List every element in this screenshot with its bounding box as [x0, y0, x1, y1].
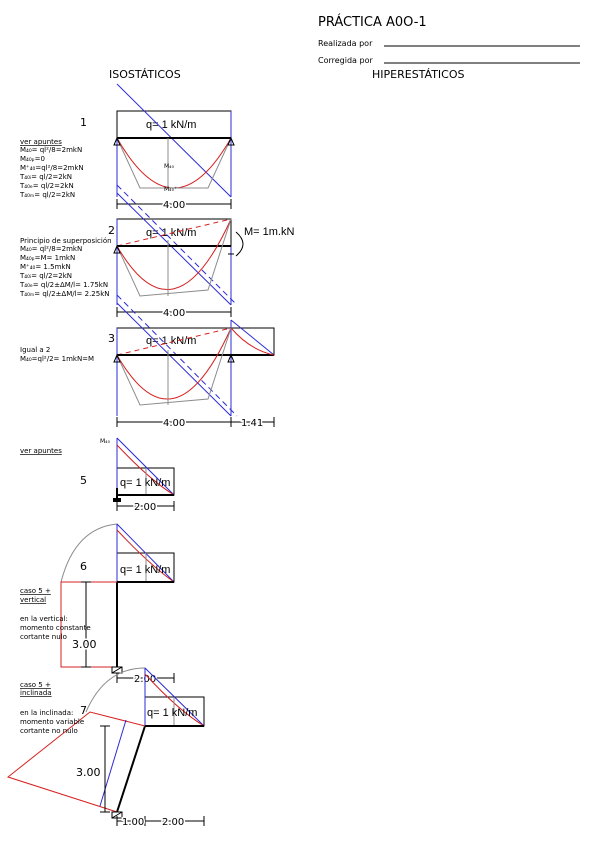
isostaticos-heading: ISOSTÁTICOS [109, 68, 181, 81]
case-5-note: ver apuntes [20, 447, 62, 455]
svg-text:vertical: vertical [20, 596, 47, 604]
svg-text:T₄₀ₑ= ql/2=2kN: T₄₀ₑ= ql/2=2kN [20, 182, 74, 190]
case-6-load-label: q= 1 kN/m [120, 564, 171, 576]
case-6-diagram [61, 524, 174, 685]
svg-text:T₄₀ₑ= ql/2±ΔM/l= 1.75kN: T₄₀ₑ= ql/2±ΔM/l= 1.75kN [20, 281, 109, 289]
case-1-m-label2: M₄₀⁺ [164, 186, 178, 193]
case-2-number: 2 [108, 224, 115, 237]
svg-text:cortante no nulo: cortante no nulo [20, 727, 78, 735]
case-5-load-label: q= 1 kN/m [120, 477, 171, 489]
case-7-inclined-member [117, 726, 145, 812]
case-3-notes [20, 346, 94, 363]
case-1-notes [19, 138, 84, 199]
case-3-span-label: 4.00 [163, 418, 186, 429]
corregida-label: Corregida por [318, 56, 373, 65]
svg-text:M⁺₄₀=ql²/8=2mkN: M⁺₄₀=ql²/8=2mkN [20, 164, 84, 172]
svg-text:momento variable: momento variable [20, 718, 85, 726]
svg-text:M⁺₄₀= 1.5mkN: M⁺₄₀= 1.5mkN [20, 263, 71, 271]
case-6-span-label: 2.00 [134, 674, 157, 685]
svg-text:caso 5 +: caso 5 + [20, 681, 51, 689]
case-1-span-label: 4.00 [163, 200, 186, 211]
svg-text:ver apuntes: ver apuntes [20, 138, 62, 146]
case-1-load-label: q= 1 kN/m [146, 119, 197, 131]
hiperestaticos-heading: HIPERESTÁTICOS [372, 68, 465, 81]
case-1-number: 1 [80, 116, 87, 129]
svg-text:caso 5 +: caso 5 + [20, 587, 51, 595]
svg-text:T₄₀ₘ= ql/2=2kN: T₄₀ₘ= ql/2=2kN [20, 191, 76, 199]
case-7-height-label: 3.00 [76, 766, 101, 779]
case-6-notes [20, 587, 91, 641]
case-1-shear-line [117, 84, 231, 197]
svg-text:Igual a 2: Igual a 2 [20, 346, 51, 354]
case-2-notes [19, 237, 112, 298]
svg-text:T₄₀ᵢ= ql/2=2kN: T₄₀ᵢ= ql/2=2kN [20, 173, 73, 181]
svg-text:M₄₀ₚ=M= 1mkN: M₄₀ₚ=M= 1mkN [20, 254, 76, 262]
case-3-diagram [108, 295, 274, 429]
case-5-diagram [80, 438, 174, 513]
case-3-span2-label: 1.41 [241, 418, 264, 429]
case-5-number: 5 [80, 474, 87, 487]
realizada-label: Realizada por [318, 39, 373, 48]
case-7-span-a-label: 1.00 [122, 817, 145, 828]
case-7-load-label: q= 1 kN/m [147, 707, 198, 719]
case-2-span-label: 4.00 [163, 308, 186, 319]
svg-text:cortante nulo: cortante nulo [20, 633, 67, 641]
svg-text:inclinada: inclinada [20, 689, 52, 697]
case-6-arc [61, 524, 117, 582]
svg-text:momento constante: momento constante [20, 624, 91, 632]
svg-text:en la vertical:: en la vertical: [20, 615, 68, 623]
svg-text:T₄₀ₘ= ql/2±ΔM/l= 2.25kN: T₄₀ₘ= ql/2±ΔM/l= 2.25kN [20, 290, 110, 298]
case-6-number: 6 [80, 560, 87, 573]
svg-text:M₄₀=ql²/2= 1mkN=M: M₄₀=ql²/2= 1mkN=M [20, 355, 95, 363]
case-5-m-label: M₄₀ [100, 438, 110, 445]
case-7-number: 7 [80, 704, 87, 717]
case-3-number: 3 [108, 332, 115, 345]
case-6-height-label: 3.00 [72, 638, 97, 651]
case-3-shear-line [117, 303, 231, 416]
sheet-title: PRÁCTICA A0O-1 [318, 15, 427, 30]
case-2-load-label: q= 1 kN/m [146, 227, 197, 239]
case-2-moment-label: M= 1m.kN [244, 226, 295, 238]
svg-text:Principio de superposición: Principio de superposición [20, 237, 112, 245]
svg-text:M₄₀= ql²/8=2mkN: M₄₀= ql²/8=2mkN [20, 146, 83, 154]
case-1-diagram [80, 84, 234, 211]
case-3-load-label: q= 1 kN/m [146, 335, 197, 347]
svg-text:en la inclinada:: en la inclinada: [20, 709, 74, 717]
case-7-span-b-label: 2.00 [162, 817, 185, 828]
svg-text:M₄₀= ql²/8=2mkN: M₄₀= ql²/8=2mkN [20, 245, 83, 253]
case-2-diagram [108, 185, 294, 319]
svg-text:M₄₀ₚ=0: M₄₀ₚ=0 [20, 155, 45, 163]
case-5-span-label: 2.00 [134, 502, 157, 513]
case-1-m-label: M₄₀ [164, 163, 174, 170]
case-2-moment-arrow [236, 232, 243, 256]
svg-text:T₄₀ᵢ= ql/2=2kN: T₄₀ᵢ= ql/2=2kN [20, 272, 73, 280]
case-7-notes [20, 681, 84, 735]
